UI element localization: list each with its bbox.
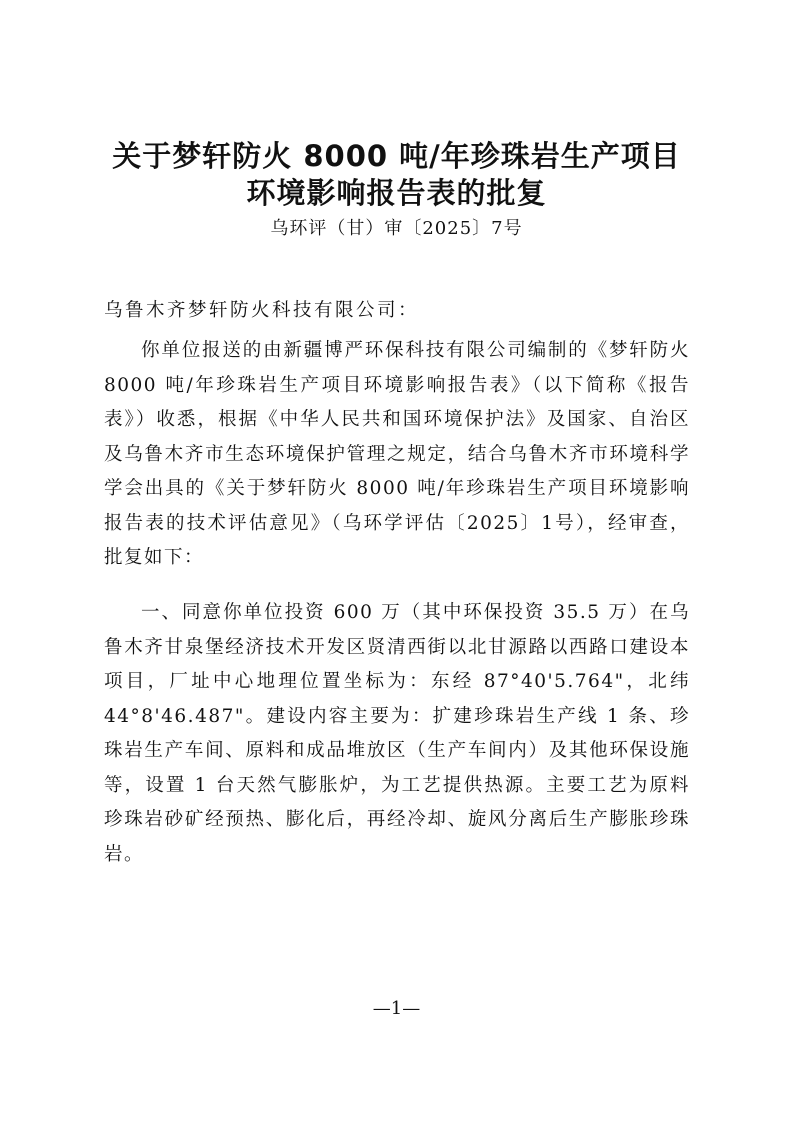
body-paragraph-2: 一、同意你单位投资 600 万（其中环保投资 35.5 万）在乌鲁木齐甘泉堡经济技术开发区贤清西街以北甘源路以西路口建设本项目，厂址中心地理位置坐标为：东经 87°40'5.764"，北纬 44°8'46.487"。建设内容主要为：扩建珍珠岩生产线 1 条、珍珠岩生产车间、原料和成品堆放区（生产车间内）及其他环保设施等，设置 1 台天然气膨胀炉，为工艺提供热源。主要工艺为原料珍珠岩砂矿经预热、膨化后，再经冷却、旋风分离后生产膨胀珍珠岩。 bbox=[104, 602, 690, 865]
document-title-line1: 关于梦轩防火 8000 吨/年珍珠岩生产项目 bbox=[112, 139, 681, 173]
addressee: 乌鲁木齐梦轩防火科技有限公司： bbox=[104, 300, 420, 321]
body-paragraph-1: 你单位报送的由新疆博严环保科技有限公司编制的《梦轩防火 8000 吨/年珍珠岩生产项目环境影响报告表》（以下简称《报告表》）收悉，根据《中华人民共和国环境保护法》及国家、自治区及乌鲁木齐市生态环境保护管理之规定，结合乌鲁木齐市环境科学学会出具的《关于梦轩防火 8000 吨/年珍珠岩生产项目环境影响报告表的技术评估意见》（乌环学评估〔2025〕1号），经审查，批复如下： bbox=[104, 340, 690, 568]
document-title-line2: 环境影响报告表的批复 bbox=[246, 176, 547, 210]
page-number: —1— bbox=[372, 998, 421, 1019]
document-number: 乌环评（甘）审〔2025〕7号 bbox=[270, 218, 523, 239]
